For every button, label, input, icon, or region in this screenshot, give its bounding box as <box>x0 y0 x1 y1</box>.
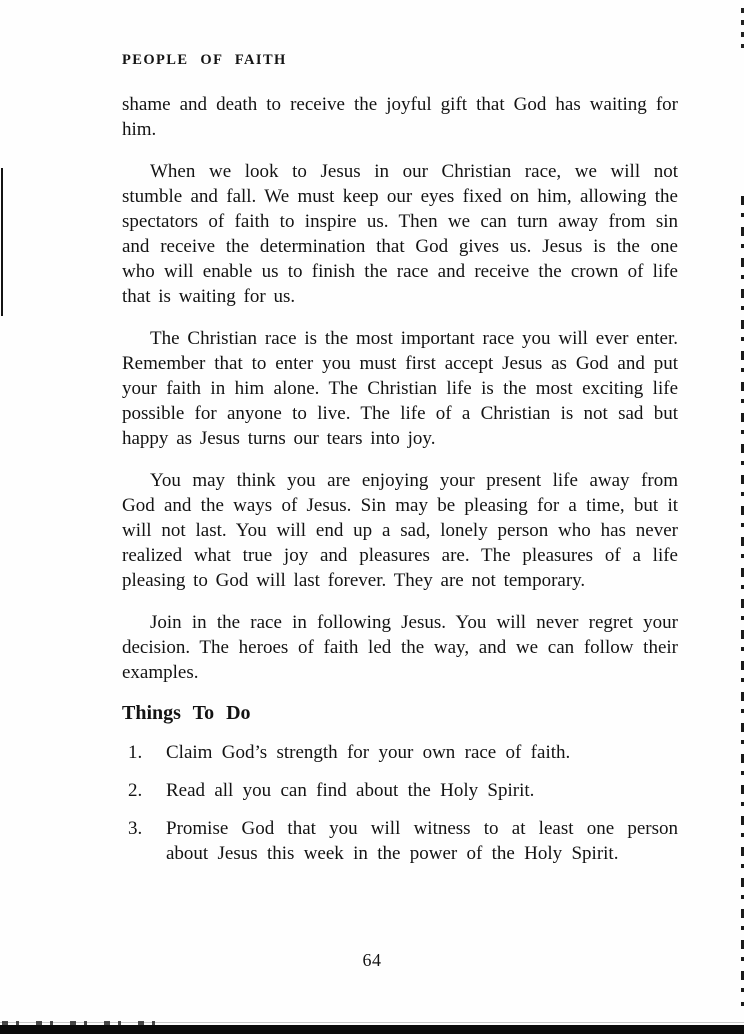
running-header: PEOPLE OF FAITH <box>122 52 287 68</box>
list-item-number: 3. <box>128 818 143 839</box>
list-item-number: 2. <box>128 780 143 801</box>
body-paragraph: You may think you are enjoying your present life away from God and the ways of Jesus. Sin may be pleasing for a time, but it will not last. You will end up a sad, lonely person who has never realized what true joy and pleasures are. The pleasures of a life pleasing to God will last forever. They are not temporary. <box>122 470 678 591</box>
page-body <box>122 52 678 879</box>
scan-artifact-left-line <box>1 168 3 316</box>
page-number: 64 <box>362 950 382 970</box>
things-to-do-list <box>122 740 678 866</box>
list-item-text: Claim God’s strength for your own race of faith. <box>166 742 571 763</box>
list-item-text: Read all you can find about the Holy Spirit. <box>166 780 535 801</box>
list-item <box>122 778 678 803</box>
body-paragraph: The Christian race is the most important race you will ever enter. Remember that to enter you must first accept Jesus as God and put your faith in him alone. The Christian life is the most exciting life possible for anyone to live. The life of a Christian is not sad but happy as Jesus turns our tears into joy. <box>122 328 678 449</box>
list-item-number: 1. <box>128 742 143 763</box>
list-item-text: Promise God that you will witness to at least one person about Jesus this week in the power of the Holy Spirit. <box>166 818 678 864</box>
scan-artifact-bottom-bar <box>0 1025 744 1034</box>
body-paragraph: shame and death to receive the joyful gift that God has waiting for him. <box>122 94 678 140</box>
body-paragraph: When we look to Jesus in our Christian race, we will not stumble and fall. We must keep our eyes fixed on him, allowing the spectators of faith to inspire us. Then we can turn away from sin and receive the determination that God gives us. Jesus is the one who will enable us to finish the race and receive the crown of life that is waiting for us. <box>122 161 678 307</box>
body-paragraph: Join in the race in following Jesus. You will never regret your decision. The heroes of faith led the way, and we can follow their examples. <box>122 612 678 683</box>
list-item <box>122 740 678 765</box>
section-heading: Things To Do <box>122 702 251 724</box>
list-item <box>122 816 678 866</box>
